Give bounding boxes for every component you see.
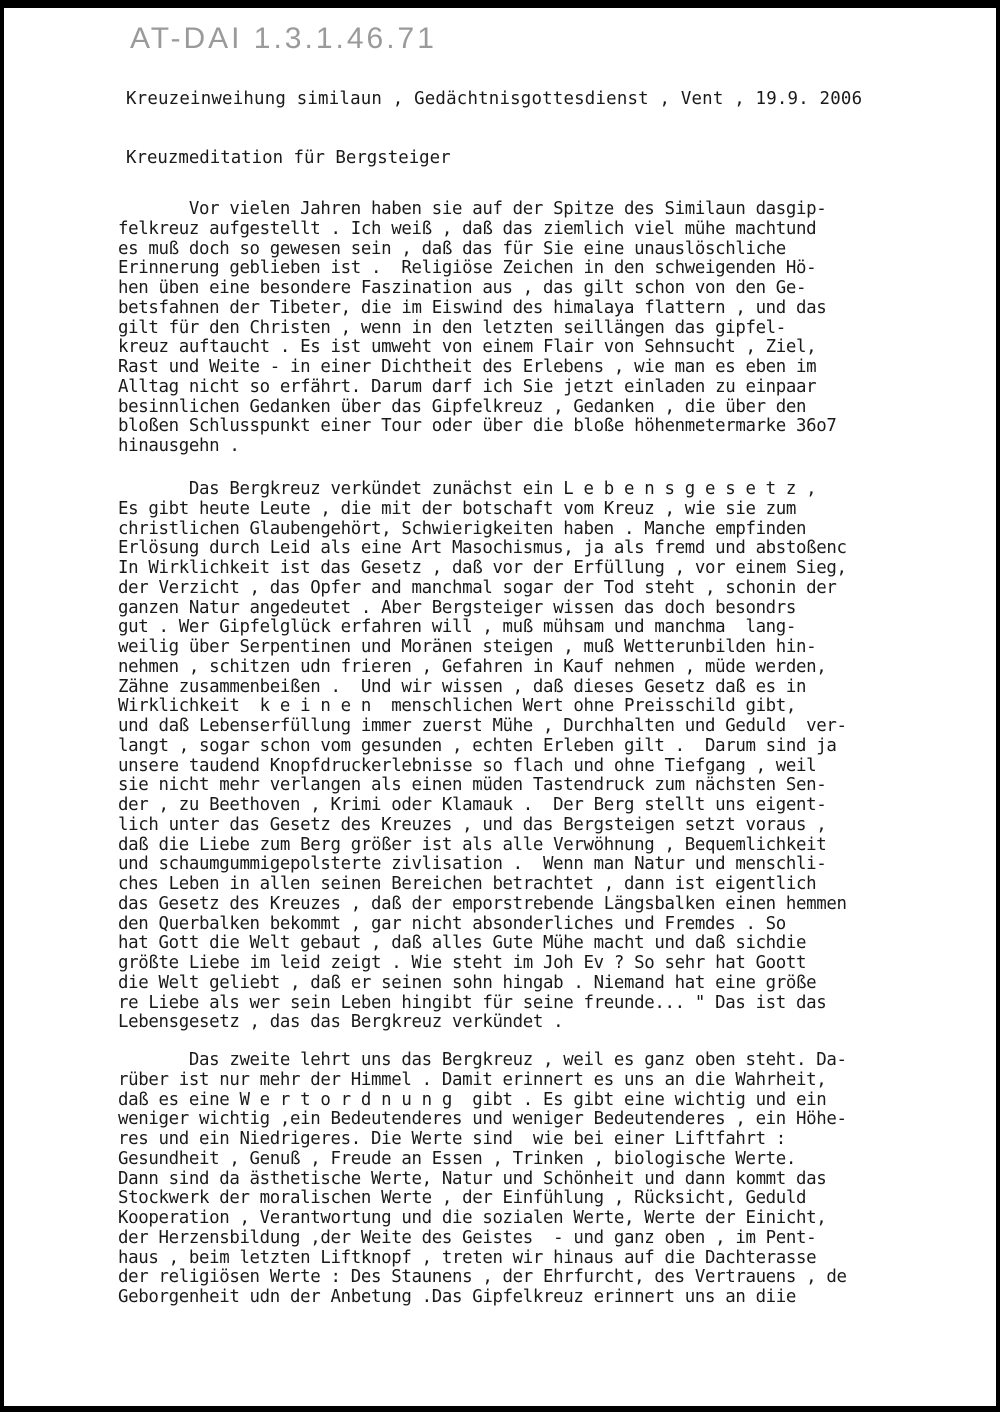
archive-reference-stamp: AT-DAI 1.3.1.46.71 [130, 22, 437, 55]
text-line: Es gibt heute Leute , die mit der botschaft vom Kreuz , wie sie zum [118, 498, 797, 519]
text-line: besinnlichen Gedanken über das Gipfelkreuz , Gedanken , die über den [118, 396, 807, 417]
text-line: hen üben eine besondere Faszination aus , das gilt schon von den Ge- [118, 278, 807, 298]
text-line: ganzen Natur angedeutet . Aber Bergsteiger wissen das doch besondrs [118, 597, 797, 618]
text-line: den Querbalken bekommt , gar nicht absonderliches und Fremdes . So [118, 913, 786, 934]
text-line: haus , beim letzten Liftknopf , treten wir hinaus auf die Dachterasse [118, 1247, 817, 1268]
text-line: Erlösung durch Leid als eine Art Masochismus, ja als fremd und abstoßenc [118, 538, 847, 559]
text-line: der Herzensbildung ,der Weite des Geistes - und ganz oben , im Pent- [118, 1227, 817, 1248]
text-line: die Welt geliebt , daß er seinen sohn hingab . Niemand hat eine größe [118, 972, 817, 993]
text-line: hat Gott die Welt gebaut , daß alles Gute Mühe macht und daß sichdie [118, 933, 807, 954]
text-line: kreuz auftaucht . Es ist umweht von einem Flair von Sehnsucht , Ziel, [118, 337, 817, 358]
text-line: bloßen Schlusspunkt einer Tour oder über die bloße höhenmetermarke 36o7 [118, 416, 837, 437]
scan-border-left [0, 0, 4, 1412]
text-line: Erinnerung geblieben ist . Religiöse Zeichen in den schweigenden Hö- [118, 258, 817, 279]
text-line: betsfahnen der Tibeter, die im Eiswind des himalaya flattern , und das [118, 297, 827, 318]
text-line: unsere taudend Knopfdruckerlebnisse so flach und ohne Tiefgang , weil [118, 755, 817, 776]
paragraph-1 [118, 200, 837, 457]
text-line: sie nicht mehr verlangen als einen müden Tastendruck zum nächsten Sen- [118, 775, 827, 796]
text-line: hinausgehn . [118, 436, 240, 456]
paragraph-3 [118, 1051, 847, 1308]
text-line: und schaumgummigepolsterte zivlisation . Wenn man Natur und menschli- [118, 854, 827, 875]
text-line: rüber ist nur mehr der Himmel . Damit erinnert es uns an die Wahrheit, [118, 1069, 827, 1090]
text-line: größte Liebe im leid zeigt . Wie steht im Joh Ev ? So sehr hat Goott [118, 953, 807, 973]
text-line: res und ein Niedrigeres. Die Werte sind wie bei einer Liftfahrt : [118, 1129, 786, 1149]
text-line: ches Leben in allen seinen Bereichen betrachtet , dann ist eigentlich [118, 874, 817, 894]
text-line: Das Bergkreuz verkündet zunächst ein L e b e n s g e s e t z , [118, 479, 817, 499]
text-line: Zähne zusammenbeißen . Und wir wissen , daß dieses Gesetz daß es in [118, 676, 807, 697]
text-line: In Wirklichkeit ist das Gesetz , daß vor der Erfüllung , vor einem Sieg, [118, 558, 847, 578]
document-header: Kreuzeinweihung similaun , Gedächtnisgottesdienst , Vent , 19.9. 2006 [126, 89, 863, 109]
text-line: Geborgenheit udn der Anbetung .Das Gipfelkreuz erinnert uns an diie [118, 1287, 797, 1307]
text-line: Wirklichkeit k e i n e n menschlichen Wert ohne Preisschild gibt, [118, 696, 797, 717]
text-line: der Verzicht , das Opfer and manchmal sogar der Tod steht , schonin der [118, 577, 837, 598]
text-line: daß die Liebe zum Berg größer ist als alle Verwöhnung , Bequemlichkeit [118, 834, 827, 855]
text-line: Vor vielen Jahren haben sie auf der Spitze des Similaun dasgip- [118, 199, 827, 219]
text-line: Das zweite lehrt uns das Bergkreuz , weil es ganz oben steht. Da- [118, 1050, 847, 1070]
text-line: Alltag nicht so erfährt. Darum darf ich Sie jetzt einladen zu einpaar [118, 376, 817, 397]
text-line: Gesundheit , Genuß , Freude an Essen , Trinken , biologische Werte. [118, 1148, 797, 1169]
text-line: Stockwerk der moralischen Werte , der Einfühlung , Rücksicht, Geduld [118, 1188, 807, 1209]
paragraph-2 [118, 480, 847, 1033]
text-line: der , zu Beethoven , Krimi oder Klamauk . Der Berg stellt uns eigent- [118, 795, 827, 815]
text-line: Kooperation , Verantwortung und die sozialen Werte, Werte der Einicht, [118, 1208, 827, 1228]
text-line: weilig über Serpentinen und Moränen steigen , muß Wetterunbilden hin- [118, 637, 817, 657]
text-line: das Gesetz des Kreuzes , daß der emporstrebende Längsbalken einen hemmen [118, 893, 847, 914]
text-line: gut . Wer Gipfelglück erfahren will , muß mühsam und manchma lang- [118, 617, 797, 638]
text-line: und daß Lebenserfüllung immer zuerst Mühe , Durchhalten und Geduld ver- [118, 716, 847, 736]
text-line: lich unter das Gesetz des Kreuzes , und das Bergsteigen setzt voraus , [118, 814, 827, 835]
text-line: langt , sogar schon vom gesunden , echten Erleben gilt . Darum sind ja [118, 735, 837, 756]
text-line: re Liebe als wer sein Leben hingibt für seine freunde... " Das ist das [118, 992, 827, 1013]
text-line: der religiösen Werte : Des Staunens , der Ehrfurcht, des Vertrauens , de [118, 1267, 847, 1288]
text-line: christlichen Glaubengehört, Schwierigkeiten haben . Manche empfinden [118, 518, 807, 539]
text-line: Lebensgesetz , das das Bergkreuz verkündet . [118, 1012, 564, 1033]
text-line: daß es eine W e r t o r d n u n g gibt . Es gibt eine wichtig und ein [118, 1089, 827, 1110]
document-subtitle: Kreuzmeditation für Bergsteiger [126, 148, 451, 168]
text-line: gilt für den Christen , wenn in den letzten seillängen das gipfel- [118, 317, 786, 338]
scan-border-bottom [0, 1406, 1000, 1412]
text-line: Rast und Weite - in einer Dichtheit des Erlebens , wie man es eben im [118, 357, 817, 377]
scan-border-top [0, 0, 1000, 8]
text-line: es muß doch so gewesen sein , daß das für Sie eine unauslöschliche [118, 238, 786, 259]
text-line: nehmen , schitzen udn frieren , Gefahren in Kauf nehmen , müde werden, [118, 656, 827, 677]
text-line: Dann sind da ästhetische Werte, Natur und Schönheit und dann kommt das [118, 1168, 827, 1189]
text-line: felkreuz aufgestellt . Ich weiß , daß das ziemlich viel mühe machtund [118, 218, 817, 239]
text-line: weniger wichtig ,ein Bedeutenderes und weniger Bedeutenderes , ein Höhe- [118, 1109, 847, 1130]
scan-border-right [996, 0, 1000, 1412]
